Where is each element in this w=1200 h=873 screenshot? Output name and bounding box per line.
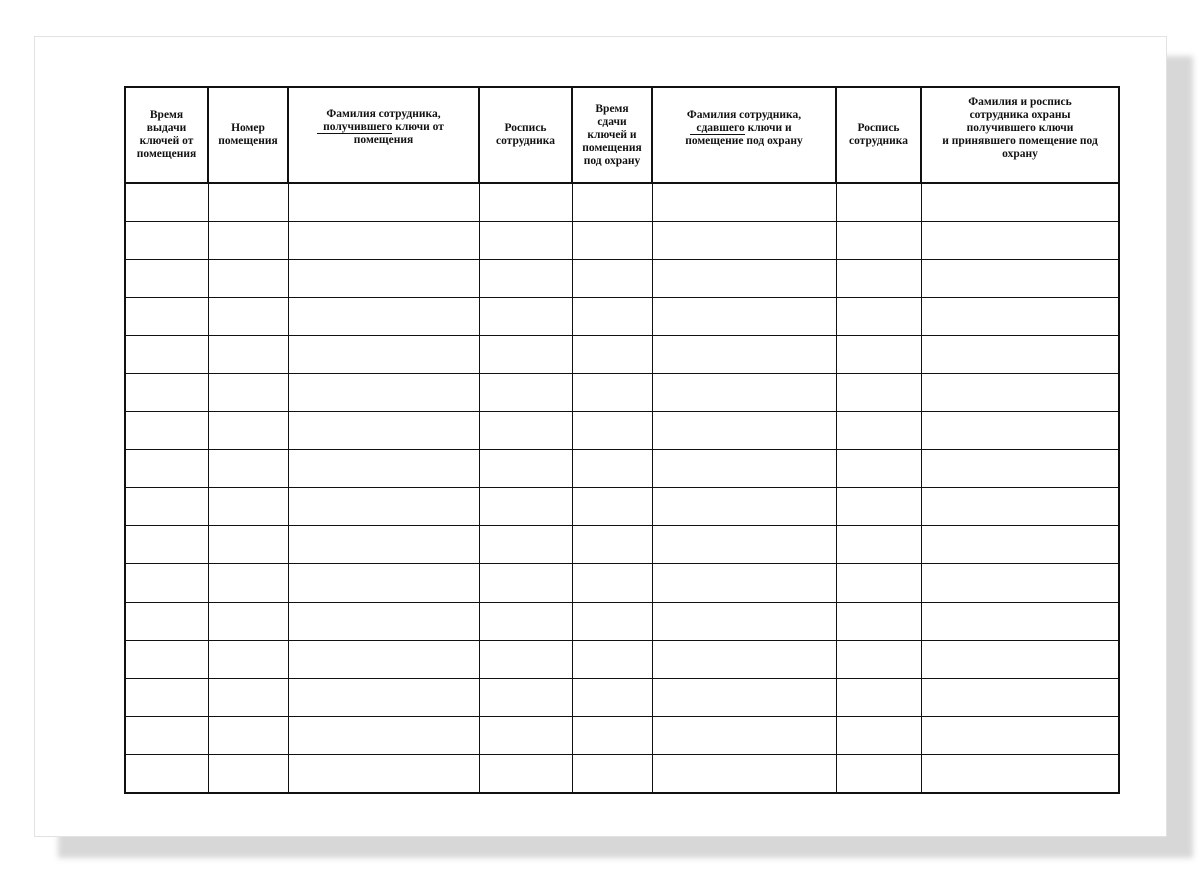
issue-time-cell[interactable] [125, 259, 208, 297]
returner-signature-cell[interactable] [836, 526, 921, 564]
returner-signature-cell[interactable] [836, 412, 921, 450]
receiver-name-cell[interactable] [288, 335, 479, 373]
guard-name-signature-cell[interactable] [921, 602, 1119, 640]
return-time-cell[interactable] [572, 602, 652, 640]
returner-name-cell[interactable] [652, 754, 836, 792]
table-row [125, 488, 1119, 526]
returner-signature-cell[interactable] [836, 221, 921, 259]
guard-name-signature-cell[interactable] [921, 221, 1119, 259]
receiver-name-cell[interactable] [288, 183, 479, 221]
receiver-signature-cell[interactable] [479, 335, 572, 373]
table-row [125, 678, 1119, 716]
receiver-signature-cell[interactable] [479, 373, 572, 411]
col-returner-name-label: Фамилия сотрудника, сдавшего ключи и помещение под охрану [685, 108, 803, 147]
guard-name-signature-cell[interactable] [921, 754, 1119, 792]
returner-signature-cell[interactable] [836, 602, 921, 640]
returner-name-cell[interactable] [652, 335, 836, 373]
receiver-signature-cell[interactable] [479, 526, 572, 564]
guard-name-signature-cell[interactable] [921, 335, 1119, 373]
receiver-name-cell[interactable] [288, 716, 479, 754]
room-number-cell[interactable] [208, 335, 288, 373]
col-issue-time [125, 87, 208, 183]
return-time-cell[interactable] [572, 297, 652, 335]
return-time-cell[interactable] [572, 450, 652, 488]
table-row [125, 602, 1119, 640]
underlined-word: сдавшего [696, 121, 745, 134]
receiver-signature-cell[interactable] [479, 221, 572, 259]
col-receiver-signature [479, 87, 572, 183]
room-number-cell[interactable] [208, 716, 288, 754]
table-row [125, 716, 1119, 754]
issue-time-cell[interactable] [125, 297, 208, 335]
col-receiver-name [288, 87, 479, 183]
room-number-cell[interactable] [208, 412, 288, 450]
receiver-signature-cell[interactable] [479, 488, 572, 526]
table-row [125, 373, 1119, 411]
returner-signature-cell[interactable] [836, 373, 921, 411]
table-row [125, 183, 1119, 221]
receiver-signature-cell[interactable] [479, 412, 572, 450]
return-time-cell[interactable] [572, 640, 652, 678]
issue-time-cell[interactable] [125, 412, 208, 450]
header-row [125, 87, 1119, 183]
guard-name-signature-cell[interactable] [921, 716, 1119, 754]
issue-time-cell[interactable] [125, 335, 208, 373]
receiver-signature-cell[interactable] [479, 259, 572, 297]
returner-name-cell[interactable] [652, 602, 836, 640]
returner-name-cell[interactable] [652, 450, 836, 488]
returner-signature-cell[interactable] [836, 183, 921, 221]
issue-time-cell[interactable] [125, 183, 208, 221]
log-body [125, 183, 1119, 793]
receiver-signature-cell[interactable] [479, 183, 572, 221]
table-row [125, 526, 1119, 564]
col-return-time-label: Время сдачи ключей и помещения под охрану [582, 102, 642, 167]
return-time-cell[interactable] [572, 716, 652, 754]
receiver-name-cell[interactable] [288, 450, 479, 488]
issue-time-cell[interactable] [125, 564, 208, 602]
issue-time-cell[interactable] [125, 488, 208, 526]
guard-name-signature-cell[interactable] [921, 183, 1119, 221]
room-number-cell[interactable] [208, 373, 288, 411]
return-time-cell[interactable] [572, 678, 652, 716]
table-row [125, 640, 1119, 678]
guard-name-signature-cell[interactable] [921, 259, 1119, 297]
issue-time-cell[interactable] [125, 716, 208, 754]
returner-name-cell[interactable] [652, 716, 836, 754]
return-time-cell[interactable] [572, 526, 652, 564]
col-return-time [572, 87, 652, 183]
issue-time-cell[interactable] [125, 526, 208, 564]
table-row [125, 221, 1119, 259]
issue-time-cell[interactable] [125, 678, 208, 716]
return-time-cell[interactable] [572, 259, 652, 297]
col-guard-name-signature [921, 87, 1119, 183]
table-row [125, 297, 1119, 335]
guard-name-signature-cell[interactable] [921, 297, 1119, 335]
issue-time-cell[interactable] [125, 602, 208, 640]
guard-name-signature-cell[interactable] [921, 640, 1119, 678]
issue-time-cell[interactable] [125, 754, 208, 792]
return-time-cell[interactable] [572, 412, 652, 450]
col-returner-signature [836, 87, 921, 183]
receiver-signature-cell[interactable] [479, 640, 572, 678]
returner-name-cell[interactable] [652, 297, 836, 335]
issue-time-cell[interactable] [125, 450, 208, 488]
return-time-cell[interactable] [572, 335, 652, 373]
guard-name-signature-cell[interactable] [921, 564, 1119, 602]
receiver-signature-cell[interactable] [479, 450, 572, 488]
returner-signature-cell[interactable] [836, 488, 921, 526]
col-receiver-name-label: Фамилия сотрудника, получившего ключи от помещения [323, 107, 444, 146]
col-returner-signature-label: Роспись сотрудника [848, 122, 909, 147]
guard-name-signature-cell[interactable] [921, 373, 1119, 411]
return-time-cell[interactable] [572, 754, 652, 792]
receiver-signature-cell[interactable] [479, 564, 572, 602]
receiver-name-cell[interactable] [288, 564, 479, 602]
returner-name-cell[interactable] [652, 259, 836, 297]
receiver-name-cell[interactable] [288, 221, 479, 259]
guard-name-signature-cell[interactable] [921, 526, 1119, 564]
guard-name-signature-cell[interactable] [921, 450, 1119, 488]
table-row [125, 259, 1119, 297]
returner-name-cell[interactable] [652, 640, 836, 678]
receiver-name-cell[interactable] [288, 754, 479, 792]
returner-signature-cell[interactable] [836, 259, 921, 297]
returner-name-cell[interactable] [652, 488, 836, 526]
return-time-cell[interactable] [572, 221, 652, 259]
room-number-cell[interactable] [208, 183, 288, 221]
table-row [125, 450, 1119, 488]
table-row [125, 335, 1119, 373]
room-number-cell[interactable] [208, 488, 288, 526]
room-number-cell[interactable] [208, 754, 288, 792]
room-number-cell[interactable] [208, 259, 288, 297]
receiver-name-cell[interactable] [288, 678, 479, 716]
key-issue-log-table [124, 86, 1120, 794]
issue-time-cell[interactable] [125, 221, 208, 259]
return-time-cell[interactable] [572, 488, 652, 526]
receiver-signature-cell[interactable] [479, 716, 572, 754]
return-time-cell[interactable] [572, 373, 652, 411]
receiver-name-cell[interactable] [288, 259, 479, 297]
receiver-signature-cell[interactable] [479, 754, 572, 792]
returner-signature-cell[interactable] [836, 754, 921, 792]
issue-time-cell[interactable] [125, 373, 208, 411]
form-sheet [34, 36, 1167, 837]
return-time-cell[interactable] [572, 564, 652, 602]
return-time-cell[interactable] [572, 183, 652, 221]
room-number-cell[interactable] [208, 221, 288, 259]
returner-name-cell[interactable] [652, 678, 836, 716]
guard-name-signature-cell[interactable] [921, 678, 1119, 716]
room-number-cell[interactable] [208, 602, 288, 640]
receiver-name-cell[interactable] [288, 640, 479, 678]
returner-signature-cell[interactable] [836, 450, 921, 488]
receiver-signature-cell[interactable] [479, 297, 572, 335]
returner-signature-cell[interactable] [836, 640, 921, 678]
returner-signature-cell[interactable] [836, 716, 921, 754]
receiver-name-cell[interactable] [288, 526, 479, 564]
guard-name-signature-cell[interactable] [921, 412, 1119, 450]
receiver-signature-cell[interactable] [479, 678, 572, 716]
returner-name-cell[interactable] [652, 183, 836, 221]
returner-name-cell[interactable] [652, 526, 836, 564]
guard-name-signature-cell[interactable] [921, 488, 1119, 526]
col-guard-name-signature-label: Фамилия и роспись сотрудника охраны получившего ключи и принявшего помещение под охрану [942, 95, 1098, 160]
receiver-name-cell[interactable] [288, 488, 479, 526]
issue-time-cell[interactable] [125, 640, 208, 678]
returner-name-cell[interactable] [652, 412, 836, 450]
receiver-name-cell[interactable] [288, 602, 479, 640]
receiver-name-cell[interactable] [288, 373, 479, 411]
room-number-cell[interactable] [208, 450, 288, 488]
returner-name-cell[interactable] [652, 373, 836, 411]
underlined-word: получившего [323, 120, 393, 133]
returner-signature-cell[interactable] [836, 678, 921, 716]
room-number-cell[interactable] [208, 678, 288, 716]
col-room-number-label: Номер помещения [218, 122, 278, 147]
returner-signature-cell[interactable] [836, 335, 921, 373]
receiver-signature-cell[interactable] [479, 602, 572, 640]
room-number-cell[interactable] [208, 297, 288, 335]
returner-signature-cell[interactable] [836, 297, 921, 335]
table-row [125, 564, 1119, 602]
returner-name-cell[interactable] [652, 564, 836, 602]
room-number-cell[interactable] [208, 564, 288, 602]
col-returner-name [652, 87, 836, 183]
receiver-name-cell[interactable] [288, 297, 479, 335]
receiver-name-cell[interactable] [288, 412, 479, 450]
col-receiver-signature-label: Роспись сотрудника [495, 122, 556, 147]
table-row [125, 412, 1119, 450]
room-number-cell[interactable] [208, 640, 288, 678]
returner-name-cell[interactable] [652, 221, 836, 259]
returner-signature-cell[interactable] [836, 564, 921, 602]
col-issue-time-label: Время выдачи ключей от помещения [136, 109, 197, 160]
table-row [125, 754, 1119, 792]
room-number-cell[interactable] [208, 526, 288, 564]
col-room-number [208, 87, 288, 183]
